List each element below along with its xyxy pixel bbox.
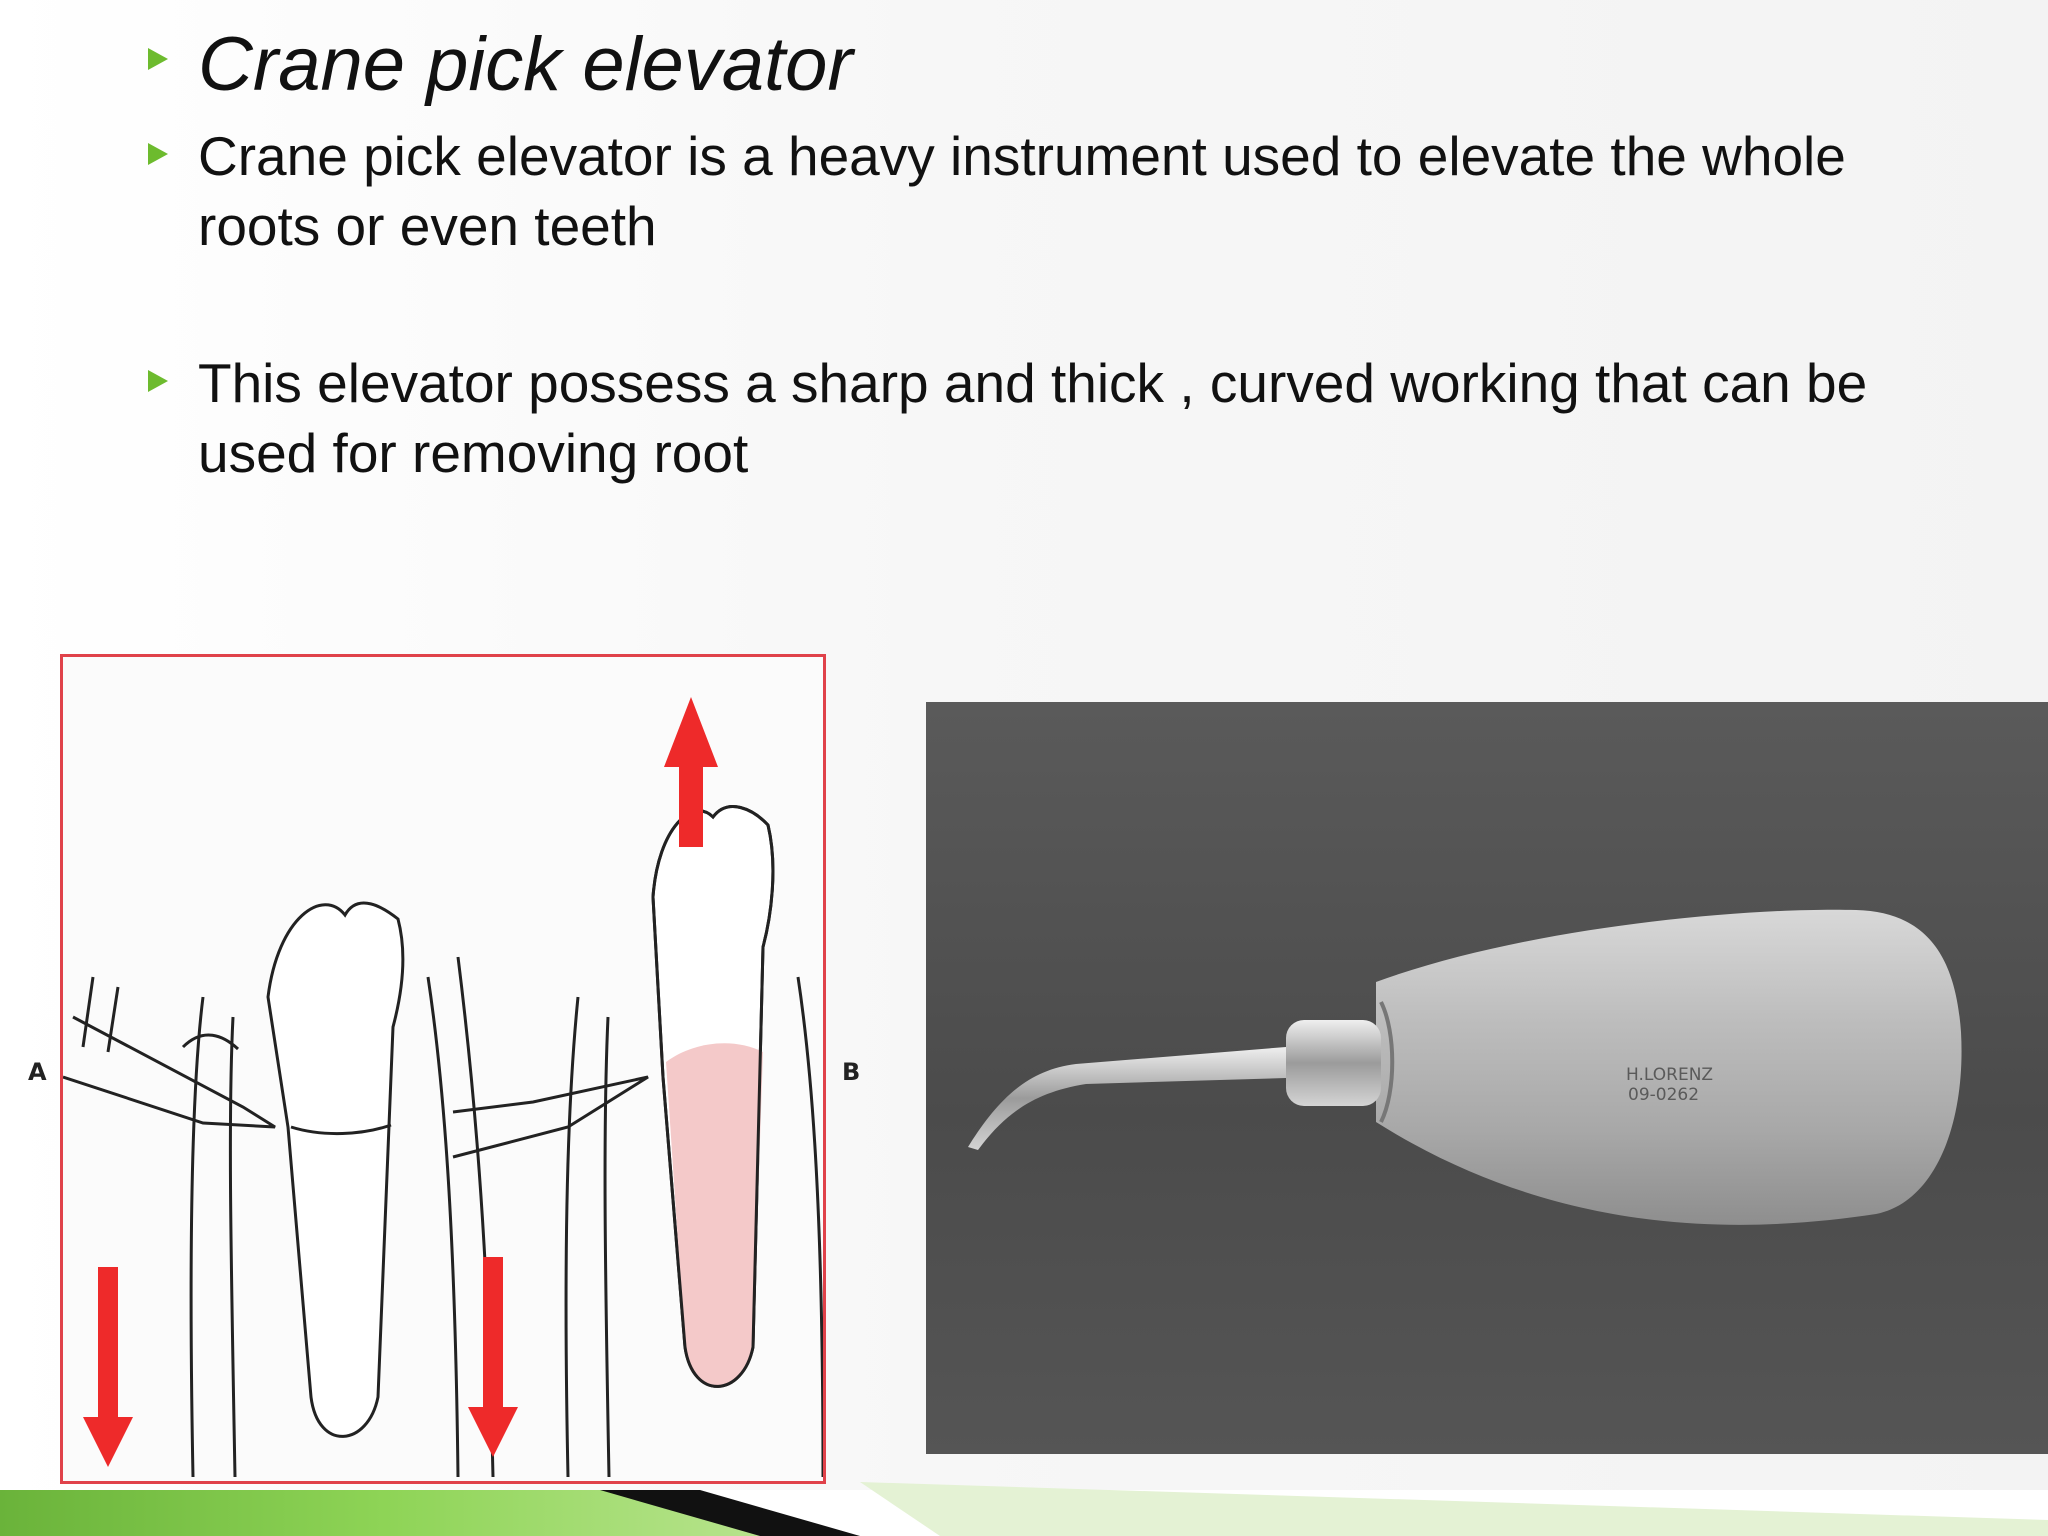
bullet-item-2	[148, 348, 1978, 488]
elevator-instrument	[926, 702, 2048, 1454]
arrow-down-a	[83, 1267, 133, 1467]
label-a: A	[28, 1058, 47, 1086]
bullet-icon	[148, 143, 168, 165]
bullet-item-1	[148, 121, 1978, 261]
bullet-text-2: This elevator possess a sharp and thick , curved working that can be used for removing root	[198, 352, 1868, 484]
title-row	[148, 22, 853, 108]
label-a-wrap	[20, 1050, 60, 1090]
arrow-down-b	[468, 1257, 518, 1457]
brand-label: H.LORENZ	[1626, 1065, 1714, 1085]
instrument-photo	[926, 702, 2048, 1454]
slide-title: Crane pick elevator	[198, 22, 853, 107]
extraction-illustration	[63, 657, 823, 1481]
label-b-wrap	[836, 1050, 876, 1090]
code-label: 09-0262	[1628, 1085, 1700, 1105]
bullet-text-1: Crane pick elevator is a heavy instrument used to elevate the whole roots or even teeth	[198, 125, 1846, 257]
panel-a-drawing	[63, 903, 493, 1477]
extraction-diagram	[60, 654, 826, 1484]
footer-decoration	[0, 1480, 2048, 1536]
panel-b-drawing	[453, 807, 823, 1477]
bullet-icon	[148, 370, 168, 392]
label-b: B	[842, 1058, 861, 1086]
bullet-icon	[148, 48, 168, 70]
collar	[1286, 1020, 1381, 1106]
curved-blade	[968, 1047, 1286, 1150]
